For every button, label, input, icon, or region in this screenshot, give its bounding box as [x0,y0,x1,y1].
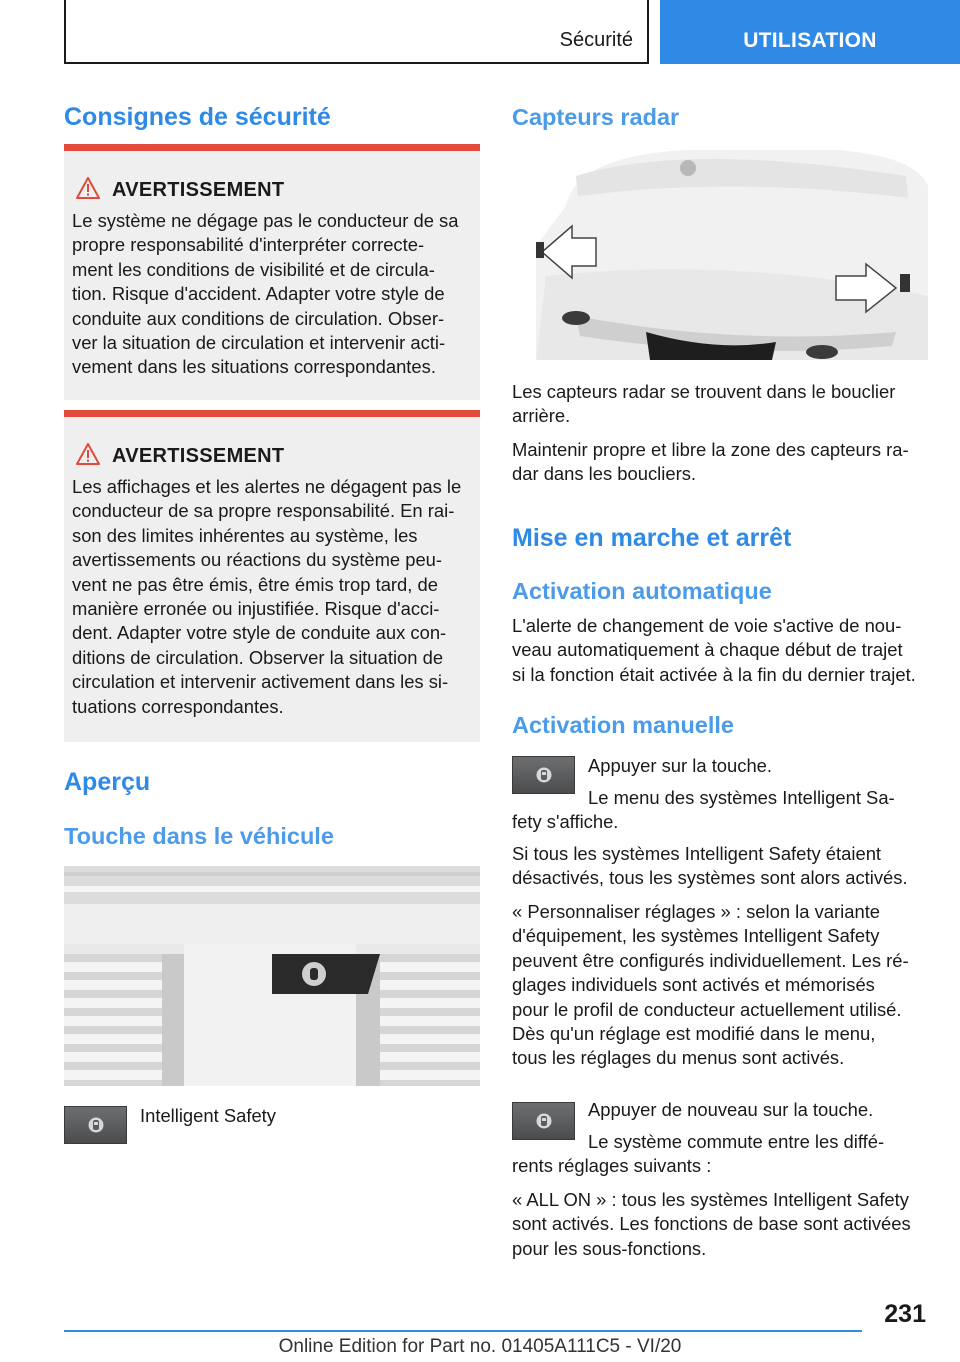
title-safety-instructions: Consignes de sécurité [64,103,331,131]
warning-triangle-icon [76,443,100,465]
dashboard-button-illustration [64,866,480,1086]
subtitle-manual-activation: Activation manuelle [512,712,734,738]
warning-1-title: AVERTISSEMENT [112,179,285,201]
subtitle-automatic-activation: Activation automatique [512,578,772,604]
lane-safety-icon [88,1115,104,1135]
warning-triangle-icon [76,177,100,199]
radar-paragraph-2: Maintenir propre et libre la zone des capteurs ra- dar dans les boucliers. [512,439,909,485]
manual-paragraph-3: « ALL ON » : tous les systèmes Intelligent Safety sont activés. Les fonctions de base sont activées pour les sous-fonctions. [512,1189,911,1259]
automatic-activation-text: L'alerte de changement de voie s'active de nou- veau automatiquement à chaque début de trajet si la fonction était activée à la fin du dernier trajet. [512,615,916,685]
radar-paragraph-1: Les capteurs radar se trouvent dans le bouclier arrière. [512,381,896,427]
intelligent-safety-button-image [64,1106,127,1144]
lane-safety-icon [536,1111,552,1131]
warning-box-2 [64,410,480,742]
manual-step-1-result: Le menu des systèmes Intelligent Sa- fety s'affiche. [512,787,895,833]
manual-step-2-result: Le système commute entre les diffé- rents réglages suivants : [512,1131,885,1177]
subtitle-button-in-vehicle: Touche dans le véhicule [64,823,334,849]
intelligent-safety-caption: Intelligent Safety [140,1105,276,1126]
rear-bumper-illustration [536,146,928,360]
title-radar-sensors: Capteurs radar [512,104,680,130]
title-overview: Aperçu [64,768,151,796]
manual-step-2: Appuyer de nouveau sur la touche. [588,1099,874,1120]
warning-2-title: AVERTISSEMENT [112,445,285,467]
warning-box-1 [64,144,480,400]
manual-paragraph-1: Si tous les systèmes Intelligent Safety étaient désactivés, tous les systèmes sont alors activés. [512,843,908,889]
page-number: 231 [884,1300,926,1328]
title-on-off: Mise en marche et arrêt [512,524,792,552]
warning-2-text: Les affichages et les alertes ne dégagent pas le conducteur de sa propre responsabilité. En rai- son des limites inhérentes au système, les avertissements ou réactions du système peu- vent ne pas être émis, être émis trop tard, de manière erronée ou injustifiée. Risque d'acci- dent. Adapter votre style de conduite aux con- ditions de circulation. Observer la situation de circulation et intervenir activement dans les si- tuations correspondantes. [72,476,462,717]
footer-divider [64,1330,862,1332]
manual-step-1: Appuyer sur la touche. [588,755,773,776]
header-section-title: Sécurité [559,29,633,51]
footer-edition: Online Edition for Part no. 01405A111C5 - VI/20 [278,1336,682,1357]
header-section-box [64,0,649,64]
warning-1-text: Le système ne dégage pas le conducteur de sa propre responsabilité d'interpréter correcte- ment les conditions de visibilité et de circula- tion. Risque d'accident. Adapter votre style de conduite aux conditions de circulation. Obser- ver la situation de circulation et intervenir acti- vement dans les situations correspondantes. [72,210,459,378]
lane-safety-icon [536,765,552,785]
manual-paragraph-2: « Personnaliser réglages » : selon la variante d'équipement, les systèmes Intelligent Safety peuvent être configurés individuellement. Les ré- glages individuels sont activés et mémorisés pour le profil de conducteur actuellement utilisé. Dès qu'un réglage est modifié dans le menu, tous les réglages du menus sont activés. [512,901,909,1069]
header-chapter-tab: UTILISATION [660,0,960,64]
